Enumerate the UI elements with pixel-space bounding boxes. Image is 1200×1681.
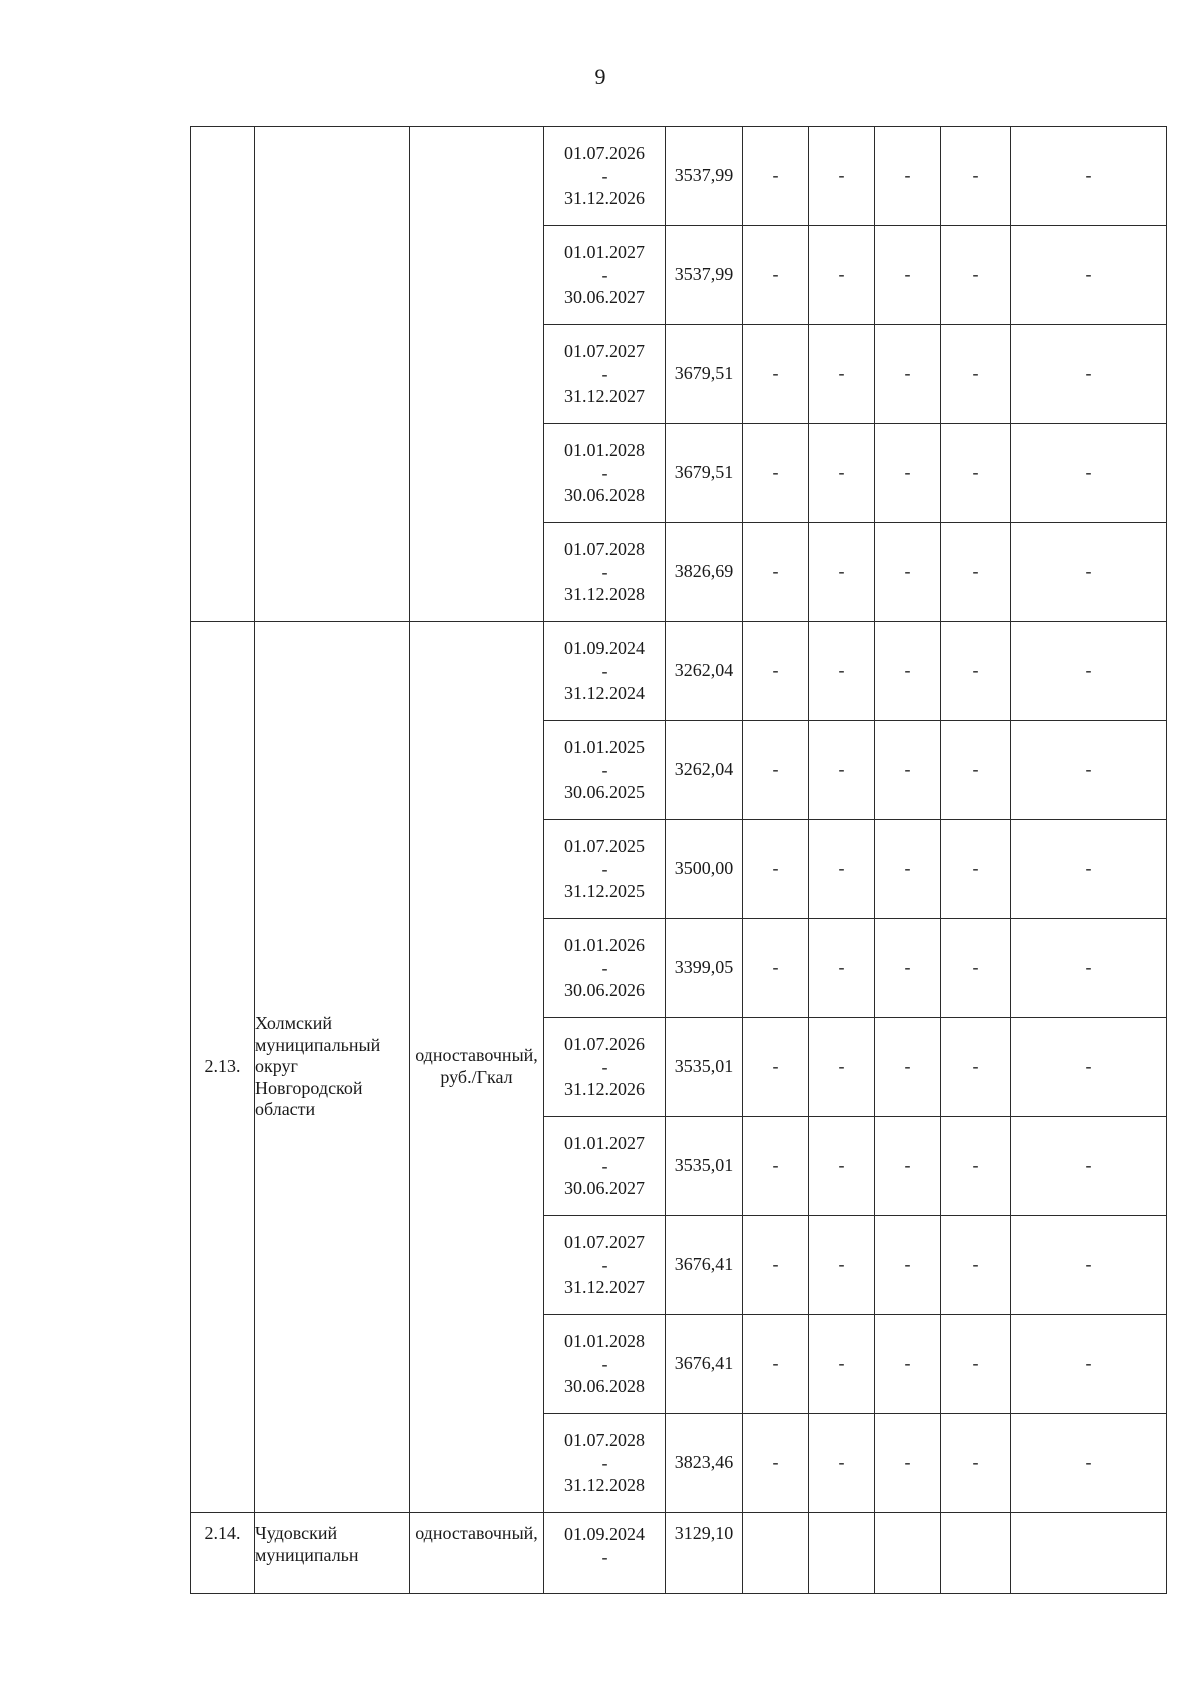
period-end: 30.06.2028	[564, 1376, 645, 1397]
empty-marker-cell: -	[809, 127, 875, 226]
empty-marker-cell: -	[941, 919, 1011, 1018]
period-separator: -	[601, 1056, 608, 1077]
period-separator: -	[601, 1452, 608, 1473]
empty-marker-cell: -	[743, 325, 809, 424]
empty-marker-cell: -	[1011, 325, 1167, 424]
period-end: 30.06.2025	[564, 782, 645, 803]
empty-marker-cell: -	[1011, 424, 1167, 523]
period-separator: -	[601, 462, 608, 483]
period-start: 01.07.2028	[564, 1430, 645, 1451]
period-start: 01.09.2024	[564, 1524, 645, 1544]
tariff-value: 3537,99	[666, 226, 743, 325]
empty-marker-cell: -	[941, 127, 1011, 226]
period-separator: -	[601, 264, 608, 285]
empty-marker-cell: -	[1011, 1216, 1167, 1315]
tariff-value: 3262,04	[666, 721, 743, 820]
tariff-type-cell	[410, 127, 544, 622]
period-end: 31.12.2025	[564, 881, 645, 902]
empty-marker-cell: -	[1011, 919, 1167, 1018]
empty-marker-cell: -	[875, 820, 941, 919]
period-start: 01.01.2026	[564, 935, 645, 956]
period-cell	[544, 820, 666, 919]
empty-marker-cell: -	[1011, 721, 1167, 820]
empty-marker-cell: -	[875, 622, 941, 721]
period-start: 01.01.2028	[564, 440, 645, 461]
municipality-name: Холмский муниципальный округ Новгородской области	[255, 622, 410, 1513]
empty-marker-cell: -	[875, 919, 941, 1018]
empty-marker-cell: -	[941, 523, 1011, 622]
tariff-type: одноставочный,	[410, 1513, 544, 1594]
period-separator: -	[601, 858, 608, 879]
period-cell	[544, 424, 666, 523]
empty-marker-cell: -	[743, 820, 809, 919]
period-end: 31.12.2028	[564, 1475, 645, 1496]
period-cell	[544, 523, 666, 622]
empty-marker-cell: -	[875, 424, 941, 523]
empty-marker-cell: -	[743, 919, 809, 1018]
empty-marker-cell: -	[743, 1414, 809, 1513]
period-cell	[544, 1315, 666, 1414]
period-cell	[544, 1414, 666, 1513]
period-separator: -	[601, 165, 608, 186]
period-cell	[544, 226, 666, 325]
period-start: 01.01.2027	[564, 1133, 645, 1154]
empty-marker-cell: -	[743, 424, 809, 523]
empty-marker-cell: -	[941, 325, 1011, 424]
period-end: 31.12.2026	[564, 188, 645, 209]
empty-marker-cell: -	[875, 1216, 941, 1315]
period-start: 01.07.2027	[564, 341, 645, 362]
empty-marker-cell: -	[1011, 1315, 1167, 1414]
period-cell	[544, 325, 666, 424]
period-separator: -	[601, 561, 608, 582]
tariff-value: 3823,46	[666, 1414, 743, 1513]
table-row	[191, 1513, 1167, 1594]
period-end: 31.12.2027	[564, 386, 645, 407]
empty-marker-cell: -	[1011, 820, 1167, 919]
period-cell	[544, 622, 666, 721]
empty-marker-cell: -	[941, 1117, 1011, 1216]
empty-marker-cell: -	[941, 1414, 1011, 1513]
empty-marker-cell: -	[743, 1018, 809, 1117]
empty-marker-cell: -	[809, 1018, 875, 1117]
tariff-type: одноставочный, руб./Гкал	[410, 622, 544, 1513]
tariff-value: 3679,51	[666, 424, 743, 523]
empty-marker-cell: -	[1011, 1018, 1167, 1117]
tariff-table	[190, 126, 1167, 1594]
empty-marker-cell: -	[809, 622, 875, 721]
period-separator: -	[601, 957, 608, 978]
tariff-value: 3399,05	[666, 919, 743, 1018]
empty-marker-cell: -	[809, 226, 875, 325]
empty-marker-cell: -	[875, 1414, 941, 1513]
empty-marker-cell: -	[743, 1315, 809, 1414]
period-cell	[544, 1513, 666, 1594]
empty-marker-cell: -	[809, 325, 875, 424]
empty-marker-cell: -	[941, 721, 1011, 820]
period-end: 31.12.2027	[564, 1277, 645, 1298]
empty-marker-cell: -	[1011, 1414, 1167, 1513]
row-number: 2.13.	[191, 622, 255, 1513]
empty-marker-cell: -	[941, 1018, 1011, 1117]
period-separator: -	[601, 759, 608, 780]
empty-marker-cell	[809, 1513, 875, 1594]
municipality-name: Чудовский муниципальн	[255, 1513, 410, 1594]
empty-marker-cell: -	[941, 226, 1011, 325]
period-separator: -	[601, 1546, 608, 1567]
empty-marker-cell: -	[809, 1414, 875, 1513]
empty-marker-cell: -	[809, 820, 875, 919]
empty-marker-cell: -	[809, 1117, 875, 1216]
empty-marker-cell: -	[941, 424, 1011, 523]
period-cell	[544, 1018, 666, 1117]
empty-marker-cell: -	[743, 1216, 809, 1315]
empty-marker-cell	[743, 1513, 809, 1594]
empty-marker-cell: -	[875, 127, 941, 226]
tariff-value: 3679,51	[666, 325, 743, 424]
period-cell	[544, 1117, 666, 1216]
empty-marker-cell: -	[809, 1216, 875, 1315]
row-number: 2.14.	[191, 1513, 255, 1594]
empty-marker-cell: -	[1011, 622, 1167, 721]
period-start: 01.07.2027	[564, 1232, 645, 1253]
empty-marker-cell: -	[875, 721, 941, 820]
row-number-cell	[191, 127, 255, 622]
empty-marker-cell	[941, 1513, 1011, 1594]
tariff-value: 3500,00	[666, 820, 743, 919]
tariff-value: 3676,41	[666, 1315, 743, 1414]
period-cell	[544, 919, 666, 1018]
period-end: 30.06.2027	[564, 1178, 645, 1199]
empty-marker-cell: -	[941, 1216, 1011, 1315]
period-end: 31.12.2026	[564, 1079, 645, 1100]
empty-marker-cell: -	[743, 622, 809, 721]
municipality-name-cell	[255, 127, 410, 622]
empty-marker-cell: -	[743, 523, 809, 622]
period-end: 30.06.2028	[564, 485, 645, 506]
period-start: 01.07.2025	[564, 836, 645, 857]
tariff-value: 3262,04	[666, 622, 743, 721]
empty-marker-cell: -	[875, 1117, 941, 1216]
empty-marker-cell: -	[875, 1018, 941, 1117]
tariff-value: 3826,69	[666, 523, 743, 622]
period-separator: -	[601, 1353, 608, 1374]
tariff-value: 3129,10	[666, 1513, 743, 1594]
period-cell	[544, 721, 666, 820]
empty-marker-cell: -	[941, 622, 1011, 721]
table-row	[191, 127, 1167, 226]
period-start: 01.09.2024	[564, 638, 645, 659]
tariff-value: 3535,01	[666, 1117, 743, 1216]
period-separator: -	[601, 363, 608, 384]
empty-marker-cell: -	[809, 424, 875, 523]
empty-marker-cell: -	[809, 721, 875, 820]
period-end: 31.12.2028	[564, 584, 645, 605]
empty-marker-cell: -	[809, 919, 875, 1018]
empty-marker-cell: -	[875, 325, 941, 424]
period-start: 01.01.2027	[564, 242, 645, 263]
period-end: 30.06.2027	[564, 287, 645, 308]
tariff-table-body	[191, 127, 1167, 1594]
empty-marker-cell: -	[809, 1315, 875, 1414]
period-end: 31.12.2024	[564, 683, 645, 704]
tariff-value: 3676,41	[666, 1216, 743, 1315]
empty-marker-cell: -	[941, 1315, 1011, 1414]
period-end: 30.06.2026	[564, 980, 645, 1001]
tariff-value: 3537,99	[666, 127, 743, 226]
empty-marker-cell: -	[875, 523, 941, 622]
table-row	[191, 622, 1167, 721]
empty-marker-cell: -	[743, 721, 809, 820]
empty-marker-cell: -	[743, 226, 809, 325]
period-start: 01.07.2026	[564, 1034, 645, 1055]
empty-marker-cell: -	[743, 127, 809, 226]
empty-marker-cell	[875, 1513, 941, 1594]
tariff-value: 3535,01	[666, 1018, 743, 1117]
empty-marker-cell: -	[875, 226, 941, 325]
period-separator: -	[601, 1254, 608, 1275]
page-number: 9	[594, 64, 606, 89]
period-start: 01.01.2028	[564, 1331, 645, 1352]
period-cell	[544, 127, 666, 226]
empty-marker-cell: -	[1011, 523, 1167, 622]
period-cell	[544, 1216, 666, 1315]
empty-marker-cell: -	[1011, 1117, 1167, 1216]
period-separator: -	[601, 660, 608, 681]
empty-marker-cell: -	[875, 1315, 941, 1414]
empty-marker-cell: -	[743, 1117, 809, 1216]
empty-marker-cell: -	[809, 523, 875, 622]
period-start: 01.07.2026	[564, 143, 645, 164]
empty-marker-cell: -	[1011, 127, 1167, 226]
empty-marker-cell	[1011, 1513, 1167, 1594]
period-start: 01.07.2028	[564, 539, 645, 560]
empty-marker-cell: -	[1011, 226, 1167, 325]
empty-marker-cell: -	[941, 820, 1011, 919]
period-separator: -	[601, 1155, 608, 1176]
period-start: 01.01.2025	[564, 737, 645, 758]
